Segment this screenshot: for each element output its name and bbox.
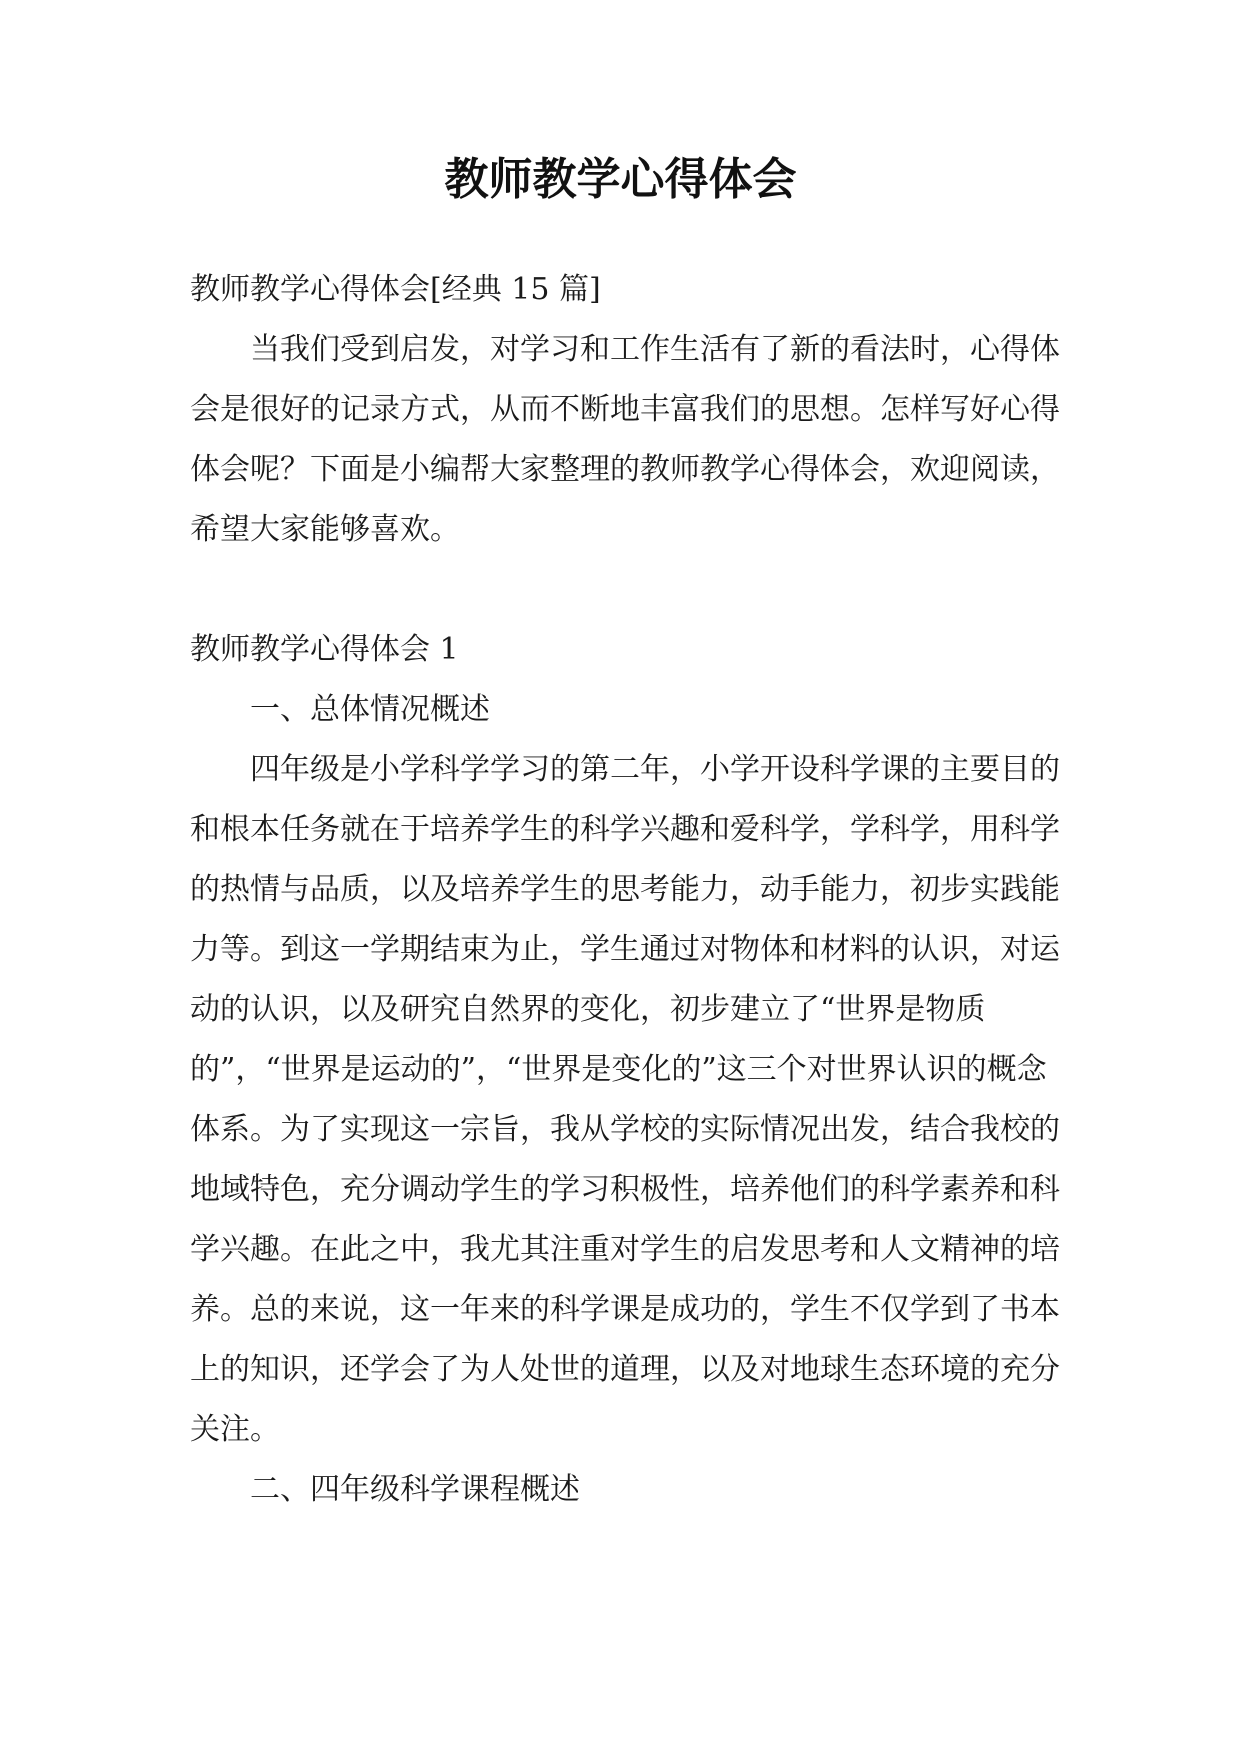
document-title: 教师教学心得体会 (444, 154, 797, 205)
document-body (190, 260, 1070, 1520)
document-subtitle: 教师教学心得体会[经典 15 篇] (190, 272, 601, 307)
section-heading: 教师教学心得体会 1 (190, 632, 459, 667)
intro-paragraph: 当我们受到启发，对学习和工作生活有了新的看法时，心得体会是很好的记录方式，从而不断地丰富我们的思想。怎样写好心得体会呢？下面是小编帮大家整理的教师教学心得体会，欢迎阅读，希望大家能够喜欢。 (190, 332, 1060, 547)
part1-heading: 一、总体情况概述 (250, 692, 490, 727)
part2-heading: 二、四年级科学课程概述 (250, 1472, 580, 1507)
part1-paragraph: 四年级是小学科学学习的第二年，小学开设科学课的主要目的和根本任务就在于培养学生的科学兴趣和爱科学，学科学，用科学的热情与品质，以及培养学生的思考能力，动手能力，初步实践能力等。到这一学期结束为止，学生通过对物体和材料的认识，对运动的认识，以及研究自然界的变化，初步建立了“世界是物质的”，“世界是运动的”，“世界是变化的”这三个对世界认识的概念体系。为了实现这一宗旨，我从学校的实际情况出发，结合我校的地域特色，充分调动学生的学习积极性，培养他们的科学素养和科学兴趣。在此之中，我尤其注重对学生的启发思考和人文精神的培养。总的来说，这一年来的科学课是成功的，学生不仅学到了书本上的知识，还学会了为人处世的道理，以及对地球生态环境的充分关注。 (190, 752, 1060, 1447)
